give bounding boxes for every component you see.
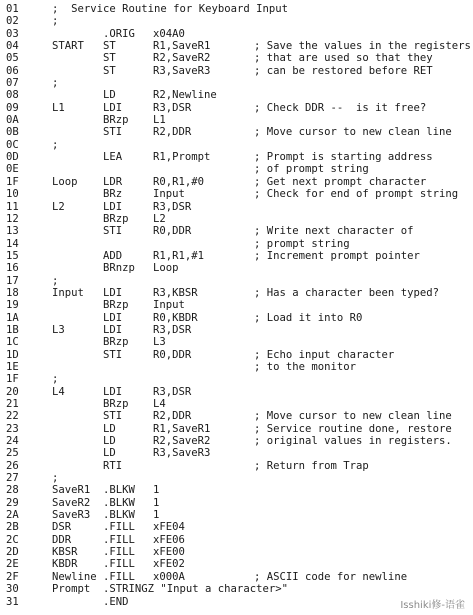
line-opcode: LD — [103, 89, 116, 102]
line-label: L1 — [52, 101, 65, 114]
line-operands: R3,SaveR3 — [153, 447, 211, 460]
line-number: 1B — [6, 323, 19, 336]
code-line — [0, 201, 473, 213]
line-label: KBSR — [52, 546, 78, 559]
code-line — [0, 52, 473, 64]
code-line — [0, 151, 473, 163]
line-opcode: STI — [103, 410, 123, 423]
line-number: 2B — [6, 521, 19, 534]
line-number: 0D — [6, 151, 19, 164]
line-operands: R1,SaveR1 — [153, 422, 211, 435]
line-operands: Loop — [153, 262, 179, 275]
line-content: ; — [52, 15, 59, 28]
code-line — [0, 15, 473, 27]
line-number: 1C — [6, 336, 19, 349]
line-opcode: STI — [103, 126, 123, 139]
code-line — [0, 176, 473, 188]
line-number: 1A — [6, 311, 19, 324]
line-opcode: LEA — [103, 151, 123, 164]
line-comment: ; Service routine done, restore — [254, 422, 452, 435]
line-operands: R3,DSR — [153, 323, 192, 336]
line-operands: xFE02 — [153, 558, 185, 571]
line-number: 25 — [6, 447, 19, 460]
line-number: 14 — [6, 237, 19, 250]
line-opcode: ST — [103, 40, 116, 53]
code-line — [0, 275, 473, 287]
line-comment: ; Prompt is starting address — [254, 151, 433, 164]
line-number: 09 — [6, 101, 19, 114]
line-opcode: LDI — [103, 101, 123, 114]
code-line — [0, 102, 473, 114]
code-line — [0, 410, 473, 422]
line-opcode: BRzp — [103, 212, 129, 225]
line-opcode: LDI — [103, 311, 123, 324]
line-opcode: LD — [103, 447, 116, 460]
line-operands: 1 — [153, 509, 160, 522]
line-operands: R3,DSR — [153, 385, 192, 398]
code-line — [0, 472, 473, 484]
line-number: 2C — [6, 533, 19, 546]
line-opcode: .FILL — [103, 546, 135, 559]
line-label: SaveR3 — [52, 509, 91, 522]
line-opcode: .FILL — [103, 533, 135, 546]
line-operands: L2 — [153, 212, 166, 225]
line-comment: ; Has a character been typed? — [254, 286, 439, 299]
line-opcode: LDI — [103, 385, 123, 398]
code-line — [0, 546, 473, 558]
line-number: 17 — [6, 274, 19, 287]
code-line — [0, 497, 473, 509]
line-operands: R1,SaveR1 — [153, 40, 211, 53]
line-opcode: STI — [103, 348, 123, 361]
line-comment: ; Move cursor to new clean line — [254, 126, 452, 139]
code-line — [0, 163, 473, 175]
line-number: 05 — [6, 52, 19, 65]
line-operands: R0,DDR — [153, 348, 192, 361]
line-number: 19 — [6, 299, 19, 312]
line-operands: R3,SaveR3 — [153, 64, 211, 77]
line-opcode: .FILL — [103, 570, 135, 583]
code-line — [0, 460, 473, 472]
line-opcode: BRnzp — [103, 262, 135, 275]
line-comment: ; of prompt string — [254, 163, 369, 176]
line-number: 03 — [6, 27, 19, 40]
code-line — [0, 188, 473, 200]
code-line — [0, 114, 473, 126]
line-operands: R2,SaveR2 — [153, 52, 211, 65]
line-operands: R2,SaveR2 — [153, 435, 211, 448]
line-comment: ; that are used so that they — [254, 52, 433, 65]
line-number: 30 — [6, 583, 19, 596]
line-number: 12 — [6, 212, 19, 225]
line-operands: R0,DDR — [153, 225, 192, 238]
line-comment: ; can be restored before RET — [254, 64, 433, 77]
line-opcode: .BLKW — [103, 509, 135, 522]
line-comment: ; Return from Trap — [254, 459, 369, 472]
line-comment: ; ASCII code for newline — [254, 570, 408, 583]
line-opcode: LDI — [103, 200, 123, 213]
line-content: ; Service Routine for Keyboard Input — [52, 3, 288, 15]
code-line — [0, 287, 473, 299]
line-operands: L1 — [153, 114, 166, 127]
line-number: 18 — [6, 286, 19, 299]
code-line — [0, 386, 473, 398]
line-comment: ; Check for end of prompt string — [254, 188, 459, 201]
line-opcode: .FILL — [103, 558, 135, 571]
line-number: 1F — [6, 175, 19, 188]
code-line — [0, 238, 473, 250]
line-opcode: ST — [103, 52, 116, 65]
line-opcode: .BLKW — [103, 484, 135, 497]
code-line — [0, 521, 473, 533]
line-comment: ; Load it into R0 — [254, 311, 363, 324]
line-label: SaveR2 — [52, 496, 91, 509]
line-operands: Input — [153, 299, 185, 312]
line-content: ; — [52, 274, 59, 287]
line-comment: ; original values in registers. — [254, 435, 452, 448]
line-opcode: BRzp — [103, 398, 129, 410]
line-operands: R3,KBSR — [153, 286, 198, 299]
line-opcode: BRzp — [103, 299, 129, 312]
code-line — [0, 571, 473, 583]
line-operands: 1 — [153, 484, 160, 497]
line-number: 1F — [6, 373, 19, 386]
line-operands: R3,DSR — [153, 200, 192, 213]
line-operands: R2,DDR — [153, 410, 192, 423]
code-line — [0, 262, 473, 274]
line-number: 16 — [6, 262, 19, 275]
code-line — [0, 65, 473, 77]
line-operands: xFE04 — [153, 521, 185, 534]
code-line — [0, 558, 473, 570]
code-line — [0, 361, 473, 373]
line-opcode: LDR — [103, 175, 123, 188]
line-opcode: ST — [103, 64, 116, 77]
line-operands: L4 — [153, 398, 166, 410]
line-number: 02 — [6, 15, 19, 28]
code-line — [0, 534, 473, 546]
line-content: ; — [52, 373, 59, 386]
code-line — [0, 435, 473, 447]
line-comment: ; Get next prompt character — [254, 175, 427, 188]
line-opcode: .BLKW — [103, 496, 135, 509]
line-number: 0C — [6, 138, 19, 151]
code-line — [0, 250, 473, 262]
code-line — [0, 509, 473, 521]
line-label: Prompt — [52, 583, 91, 596]
line-opcode: ADD — [103, 249, 123, 262]
line-label: L4 — [52, 385, 65, 398]
code-line — [0, 40, 473, 52]
line-content: ; — [52, 472, 59, 485]
code-line — [0, 213, 473, 225]
line-content: ; — [52, 138, 59, 151]
line-number: 27 — [6, 472, 19, 485]
line-opcode: RTI — [103, 459, 123, 472]
line-label: KBDR — [52, 558, 78, 571]
line-comment: ; Check DDR -- is it free? — [254, 101, 427, 114]
code-line — [0, 77, 473, 89]
line-number: 2E — [6, 558, 19, 571]
line-comment: ; Increment prompt pointer — [254, 249, 420, 262]
code-line — [0, 349, 473, 361]
line-number: 07 — [6, 77, 19, 90]
line-content: ; — [52, 77, 59, 90]
line-comment: ; prompt string — [254, 237, 350, 250]
line-number: 2D — [6, 546, 19, 559]
code-listing — [0, 3, 473, 608]
line-operands: x000A — [153, 570, 185, 583]
code-line — [0, 3, 473, 15]
line-number: 1E — [6, 360, 19, 373]
line-operands: R1,R1,#1 — [153, 249, 205, 262]
line-comment: ; Move cursor to new clean line — [254, 410, 452, 423]
line-operands: R0,R1,#0 — [153, 175, 205, 188]
line-opcode: BRzp — [103, 114, 129, 127]
line-label: Loop — [52, 175, 78, 188]
code-line — [0, 373, 473, 385]
line-label: DDR — [52, 533, 72, 546]
line-label: Newline — [52, 570, 97, 583]
code-line — [0, 336, 473, 348]
line-comment: ; to the monitor — [254, 360, 357, 373]
line-number: 08 — [6, 89, 19, 102]
code-line — [0, 312, 473, 324]
line-number: 1D — [6, 348, 19, 361]
line-label: Input — [52, 286, 84, 299]
code-line — [0, 423, 473, 435]
line-number: 04 — [6, 40, 19, 53]
line-opcode: .ORIG — [103, 27, 135, 40]
line-number: 28 — [6, 484, 19, 497]
line-opcode: LDI — [103, 323, 123, 336]
line-number: 13 — [6, 225, 19, 238]
line-comment: ; Write next character of — [254, 225, 414, 238]
line-number: 21 — [6, 398, 19, 410]
line-number: 01 — [6, 3, 19, 15]
code-line — [0, 126, 473, 138]
code-line — [0, 139, 473, 151]
line-number: 0E — [6, 163, 19, 176]
line-number: 2A — [6, 509, 19, 522]
line-opcode: .END — [103, 595, 129, 608]
code-line — [0, 28, 473, 40]
code-line — [0, 225, 473, 237]
line-label: L2 — [52, 200, 65, 213]
line-opcode: LD — [103, 422, 116, 435]
line-opcode: LD — [103, 435, 116, 448]
line-operands: L3 — [153, 336, 166, 349]
line-label: L3 — [52, 323, 65, 336]
code-line — [0, 447, 473, 459]
line-content: .STRINGZ "Input a character>" — [103, 583, 288, 596]
line-number: 10 — [6, 188, 19, 201]
line-number: 0B — [6, 126, 19, 139]
line-label: DSR — [52, 521, 72, 534]
line-number: 15 — [6, 249, 19, 262]
line-number: 23 — [6, 422, 19, 435]
line-opcode: BRz — [103, 188, 123, 201]
line-comment: ; Echo input character — [254, 348, 395, 361]
line-number: 11 — [6, 200, 19, 213]
code-line — [0, 89, 473, 101]
line-operands: xFE06 — [153, 533, 185, 546]
line-comment: ; Save the values in the registers — [254, 40, 471, 53]
code-line — [0, 299, 473, 311]
line-opcode: LDI — [103, 286, 123, 299]
line-operands: R2,DDR — [153, 126, 192, 139]
line-operands: x04A0 — [153, 27, 185, 40]
code-line — [0, 324, 473, 336]
line-number: 2F — [6, 570, 19, 583]
line-label: SaveR1 — [52, 484, 91, 497]
line-number: 0A — [6, 114, 19, 127]
line-operands: 1 — [153, 496, 160, 509]
line-operands: R3,DSR — [153, 101, 192, 114]
line-number: 22 — [6, 410, 19, 423]
line-operands: xFE00 — [153, 546, 185, 559]
code-line — [0, 583, 473, 595]
code-line — [0, 484, 473, 496]
code-line — [0, 398, 473, 410]
line-operands: R2,Newline — [153, 89, 217, 102]
line-number: 06 — [6, 64, 19, 77]
line-operands: R1,Prompt — [153, 151, 211, 164]
line-opcode: .FILL — [103, 521, 135, 534]
line-number: 31 — [6, 595, 19, 608]
line-operands: R0,KBDR — [153, 311, 198, 324]
line-opcode: STI — [103, 225, 123, 238]
watermark: Isshiki修-语雀 — [400, 600, 465, 611]
line-opcode: BRzp — [103, 336, 129, 349]
line-label: START — [52, 40, 84, 53]
line-number: 26 — [6, 459, 19, 472]
line-number: 20 — [6, 385, 19, 398]
line-number: 29 — [6, 496, 19, 509]
line-operands: Input — [153, 188, 185, 201]
line-number: 24 — [6, 435, 19, 448]
